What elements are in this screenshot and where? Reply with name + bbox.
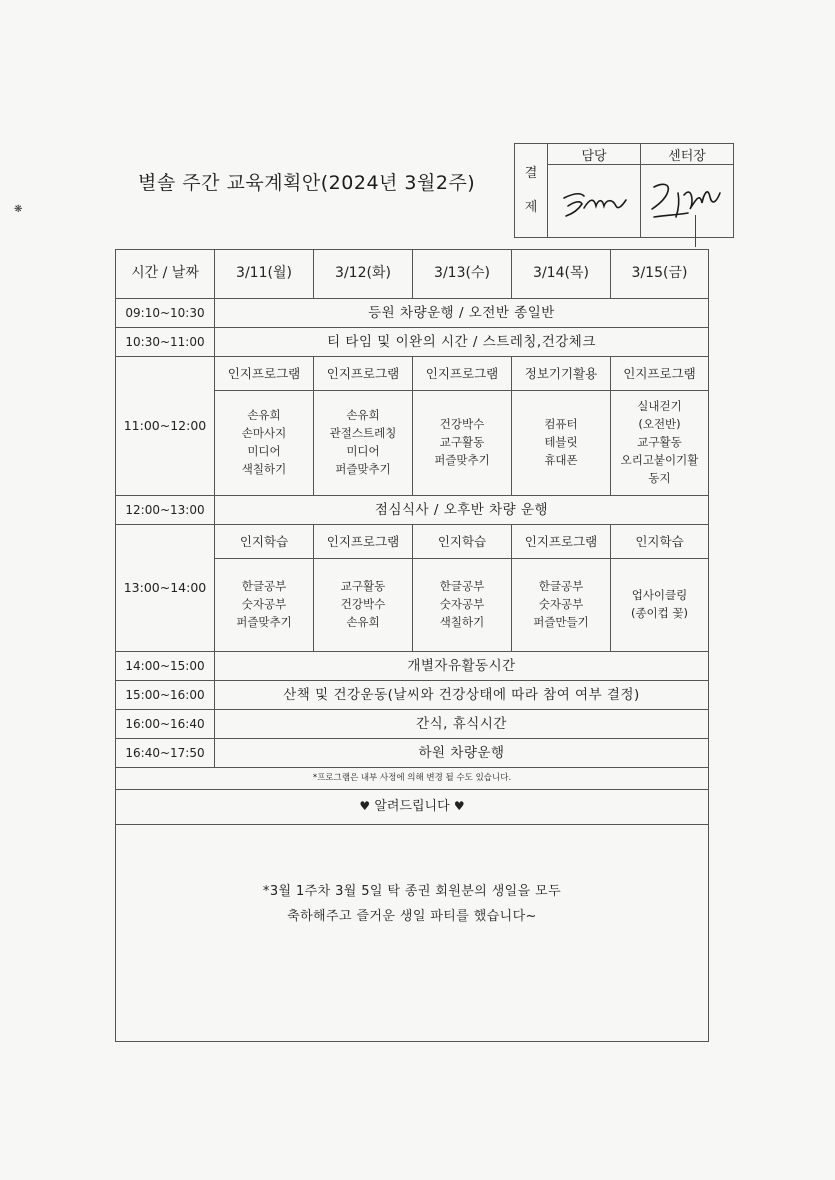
approval-side-bottom: 제 — [524, 199, 538, 215]
time-cell: 16:00~16:40 — [116, 710, 215, 739]
activity-item: 손마사지 — [241, 426, 287, 441]
schedule-row — [116, 328, 709, 357]
activity-item: 숫자공부 — [439, 597, 485, 612]
manager-signature — [548, 165, 641, 238]
weekly-schedule-table — [115, 249, 709, 1042]
schedule-row — [116, 681, 709, 710]
program-cell: 인지프로그램 — [611, 357, 709, 391]
activities-cell — [611, 391, 709, 496]
activities-cell — [512, 391, 611, 496]
activities-cell — [512, 559, 611, 652]
activity-cell: 산책 및 건강운동(날씨와 건강상태에 따라 참여 여부 결정) — [215, 681, 709, 710]
activity-item: 색칠하기 — [241, 461, 287, 476]
notice-message-cell — [116, 825, 709, 1042]
activities-cell — [314, 559, 413, 652]
activity-item: 퍼즐맞추기 — [434, 452, 490, 467]
notice-heading — [116, 790, 709, 825]
program-cell: 인지학습 — [611, 525, 709, 559]
activity-item: (오전반) — [638, 417, 681, 432]
notice-message-row — [116, 825, 709, 1042]
approval-col-manager: 담당 — [548, 144, 641, 165]
program-row — [116, 357, 709, 391]
header-time-day: 시간 / 날짜 — [116, 250, 215, 299]
program-cell: 인지프로그램 — [314, 525, 413, 559]
activity-item: 한글공부 — [241, 579, 287, 594]
activity-item: 손유희 — [346, 408, 380, 423]
program-cell: 인지프로그램 — [314, 357, 413, 391]
activity-item: 숫자공부 — [241, 597, 287, 612]
schedule-row — [116, 496, 709, 525]
activity-item: 컴퓨터 — [544, 417, 578, 432]
activity-cell: 개별자유활동시간 — [215, 652, 709, 681]
approval-side-top: 결 — [524, 165, 538, 181]
activity-item: 테블릿 — [544, 435, 578, 450]
schedule-row — [116, 652, 709, 681]
program-cell: 인지학습 — [215, 525, 314, 559]
activity-item: 업사이클링 — [631, 588, 688, 603]
activity-item: 미디어 — [247, 444, 281, 458]
activities-cell — [413, 559, 512, 652]
time-cell: 13:00~14:00 — [116, 525, 215, 652]
activity-item: 교구활동 — [439, 435, 485, 450]
program-change-footnote: *프로그램은 내부 사정에 의해 변경 될 수도 있습니다. — [116, 768, 709, 790]
activity-cell: 간식, 휴식시간 — [215, 710, 709, 739]
time-cell: 10:30~11:00 — [116, 328, 215, 357]
activities-cell — [215, 391, 314, 496]
day-tue: 3/12(화) — [314, 250, 413, 299]
day-mon: 3/11(월) — [215, 250, 314, 299]
approval-box — [514, 143, 734, 238]
activity-item: 동지 — [648, 470, 671, 485]
page-title: 별솔 주간 교육계획안(2024년 3월2주) — [138, 172, 476, 194]
notice-heading-row — [116, 790, 709, 825]
activity-item: 숫자공부 — [538, 597, 584, 612]
time-cell: 11:00~12:00 — [116, 357, 215, 496]
activity-item: 관절스트레칭 — [329, 426, 397, 441]
activity-item: 한글공부 — [538, 579, 584, 594]
activities-cell — [215, 559, 314, 652]
day-fri: 3/15(금) — [611, 250, 709, 299]
activity-item: 퍼즐맞추기 — [335, 461, 391, 476]
time-cell: 09:10~10:30 — [116, 299, 215, 328]
schedule-row — [116, 299, 709, 328]
notice-heading-text: 알려드립니다 — [374, 798, 450, 814]
scan-speck: ❋ — [14, 204, 23, 215]
activity-item: 오리고붙이기활 — [620, 452, 699, 467]
program-cell: 인지프로그램 — [512, 525, 611, 559]
program-cell: 인지학습 — [413, 525, 512, 559]
activity-cell: 등원 차량운행 / 오전반 종일반 — [215, 299, 709, 328]
activity-item: 손유희 — [346, 614, 380, 629]
program-cell: 인지프로그램 — [413, 357, 512, 391]
signature-tail-line — [695, 215, 696, 247]
activity-item: 퍼즐만들기 — [533, 614, 589, 629]
notice-message-line: *3월 1주차 3월 5일 탁 종권 회원분의 생일을 모두 — [262, 884, 562, 899]
director-signature-graphic — [644, 173, 730, 229]
day-wed: 3/13(수) — [413, 250, 512, 299]
program-cell: 인지프로그램 — [215, 357, 314, 391]
activity-item: 교구활동 — [340, 579, 386, 594]
activity-item: 색칠하기 — [439, 614, 485, 629]
notice-message-line: 축하해주고 즐거운 생일 파티를 했습니다~ — [287, 909, 537, 924]
notice-message — [116, 879, 708, 929]
activity-item: 휴대폰 — [544, 452, 578, 467]
activity-item: 실내걷기 — [637, 399, 682, 414]
header-row — [116, 250, 709, 299]
footnote-row — [116, 768, 709, 790]
director-signature — [641, 165, 734, 238]
activity-item: 건강박수 — [439, 417, 485, 432]
heart-icon: ♥ — [453, 798, 465, 813]
activity-item: 한글공부 — [439, 579, 485, 594]
activities-cell — [314, 391, 413, 496]
program-row — [116, 525, 709, 559]
activity-cell: 하원 차량운행 — [215, 739, 709, 768]
activities-cell — [413, 391, 512, 496]
schedule-row — [116, 739, 709, 768]
activity-item: (종이컵 꽃) — [630, 606, 689, 620]
activity-item: 교구활동 — [637, 435, 682, 450]
heart-icon: ♥ — [359, 798, 371, 813]
time-cell: 14:00~15:00 — [116, 652, 215, 681]
activities-cell — [611, 559, 709, 652]
program-cell: 정보기기활용 — [512, 357, 611, 391]
activity-item: 건강박수 — [340, 597, 386, 612]
activity-cell: 점심식사 / 오후반 차량 운행 — [215, 496, 709, 525]
approval-side-label — [515, 144, 548, 238]
time-cell: 15:00~16:00 — [116, 681, 215, 710]
schedule-row — [116, 710, 709, 739]
time-cell: 12:00~13:00 — [116, 496, 215, 525]
activity-item: 퍼즐맞추기 — [236, 614, 292, 629]
day-thu: 3/14(목) — [512, 250, 611, 299]
activity-item: 미디어 — [346, 444, 380, 458]
activity-item: 손유희 — [247, 408, 281, 423]
time-cell: 16:40~17:50 — [116, 739, 215, 768]
activity-cell: 티 타임 및 이완의 시간 / 스트레칭,건강체크 — [215, 328, 709, 357]
approval-col-director: 센터장 — [641, 144, 734, 165]
manager-signature-graphic — [554, 176, 634, 226]
